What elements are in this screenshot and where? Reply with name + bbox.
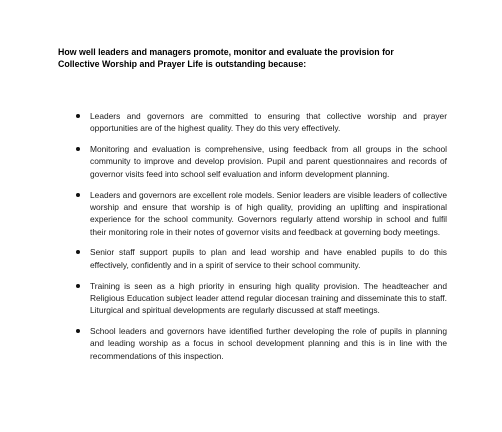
bullet-icon bbox=[76, 284, 80, 288]
list-item-text: Leaders and governors are excellent role models. Senior leaders are visible leaders of collective worship and ensure that worship is of high quality, providing an uplifting and inspirational experience for the school community. Governors regularly attend worship in school and fulfil their monitoring role in their notes of governor visits and feedback at governing body meetings. bbox=[90, 189, 447, 237]
bullet-icon bbox=[76, 250, 80, 254]
list-item-text: Senior staff support pupils to plan and lead worship and have enabled pupils to do this effectively, confidently and in a spirit of service to their school community. bbox=[90, 247, 447, 270]
list-item bbox=[76, 280, 447, 317]
list-item bbox=[76, 110, 447, 135]
list-item-text: Monitoring and evaluation is comprehensive, using feedback from all groups in the school community to improve and develop provision. Pupil and parent questionnaires and records of governor visits feed into school self evaluation and inform development planning. bbox=[90, 144, 447, 179]
bullet-icon bbox=[76, 114, 80, 118]
heading-line-1: How well leaders and managers promote, monitor and evaluate the provision for bbox=[58, 47, 394, 57]
bullet-icon bbox=[76, 193, 80, 197]
bullet-list bbox=[76, 110, 447, 371]
list-item-text: School leaders and governors have identified further developing the role of pupils in planning and leading worship as a focus in school development planning and this is in line with the recommendations of this inspection. bbox=[90, 326, 447, 361]
bullet-icon bbox=[76, 329, 80, 333]
list-item bbox=[76, 246, 447, 271]
list-item bbox=[76, 143, 447, 180]
list-item-text: Training is seen as a high priority in ensuring high quality provision. The headteacher and Religious Education subject leader attend regular diocesan training and disseminate this to staff. Liturgical and spiritual developments are regularly discussed at staff meetings. bbox=[90, 280, 447, 316]
bullet-icon bbox=[76, 147, 80, 151]
heading-line-2: Collective Worship and Prayer Life is outstanding because: bbox=[58, 58, 307, 69]
section-heading bbox=[58, 47, 458, 70]
list-item-text: Leaders and governors are committed to ensuring that collective worship and prayer opportunities are of the highest quality. They do this very effectively. bbox=[90, 111, 447, 134]
list-item bbox=[76, 189, 447, 238]
list-item bbox=[76, 325, 447, 362]
